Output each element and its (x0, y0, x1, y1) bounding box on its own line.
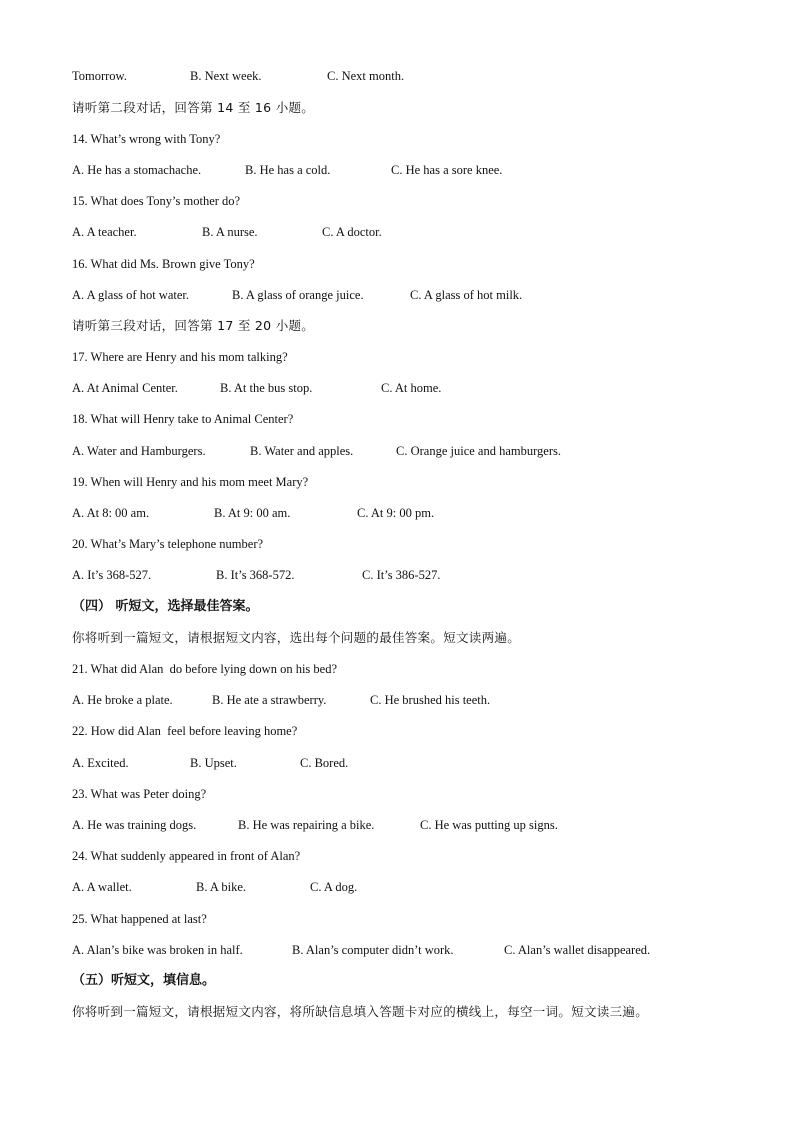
answer-option: B. It’s 368-572. (216, 568, 295, 582)
answer-option: C. He brushed his teeth. (370, 693, 491, 707)
answer-option: A. Alan’s bike was broken in half. (72, 943, 243, 957)
question-text: 23. What was Peter doing? (72, 787, 207, 801)
section-heading: （四） 听短文，选择最佳答案。 (72, 599, 259, 614)
answer-option: A. He was training dogs. (72, 818, 197, 832)
answer-option: B. He has a cold. (245, 163, 331, 177)
answer-option: A. At Animal Center. (72, 381, 178, 395)
section-instruction: 请听第三段对话，回答第 17 至 20 小题。 (72, 318, 315, 333)
answer-option: A. He broke a plate. (72, 693, 173, 707)
answer-option: A. Excited. (72, 756, 129, 770)
answer-option: C. Next month. (327, 69, 405, 83)
answer-option: C. Alan’s wallet disappeared. (504, 943, 651, 957)
section-heading: （五）听短文，填信息。 (72, 973, 216, 988)
answer-option: C. A doctor. (322, 225, 382, 239)
answer-option: B. A nurse. (202, 225, 258, 239)
answer-option: B. A glass of orange juice. (232, 288, 364, 302)
answer-option: C. Orange juice and hamburgers. (396, 444, 561, 458)
answer-option: C. At 9: 00 pm. (357, 506, 435, 520)
answer-option: A. At 8: 00 am. (72, 506, 150, 520)
answer-option: A. A wallet. (72, 880, 132, 894)
answer-option: C. He has a sore knee. (391, 163, 503, 177)
answer-option: C. At home. (381, 381, 442, 395)
answer-option: B. Next week. (190, 69, 262, 83)
answer-option: A. Water and Hamburgers. (72, 444, 206, 458)
section-instruction: 你将听到一篇短文，请根据短文内容，选出每个问题的最佳答案。短文读两遍。 (72, 630, 521, 645)
question-text: 19. When will Henry and his mom meet Mary? (72, 475, 309, 489)
answer-option: B. Upset. (190, 756, 237, 770)
answer-option: C. It’s 386-527. (362, 568, 441, 582)
question-text: 15. What does Tony’s mother do? (72, 194, 241, 208)
answer-option: B. At 9: 00 am. (214, 506, 291, 520)
answer-option: A. It’s 368-527. (72, 568, 152, 582)
answer-option: C. A dog. (310, 880, 358, 894)
answer-option: C. A glass of hot milk. (410, 288, 523, 302)
answer-option: B. A bike. (196, 880, 247, 894)
answer-option: C. Bored. (300, 756, 349, 770)
question-text: 24. What suddenly appeared in front of Alan? (72, 849, 301, 863)
question-text: 16. What did Ms. Brown give Tony? (72, 257, 255, 271)
question-text: 20. What’s Mary’s telephone number? (72, 537, 264, 551)
answer-option: A. He has a stomachache. (72, 163, 202, 177)
answer-option: B. At the bus stop. (220, 381, 313, 395)
question-text: 18. What will Henry take to Animal Center? (72, 412, 294, 426)
question-text: 17. Where are Henry and his mom talking? (72, 350, 288, 364)
answer-option: B. Water and apples. (250, 444, 354, 458)
question-text: 25. What happened at last? (72, 912, 207, 926)
answer-option: B. Alan’s computer didn’t work. (292, 943, 454, 957)
section-instruction: 你将听到一篇短文，请根据短文内容，将所缺信息填入答题卡对应的横线上，每空一词。短文读三遍。 (72, 1004, 649, 1019)
answer-option: B. He was repairing a bike. (238, 818, 375, 832)
answer-option: Tomorrow. (72, 69, 127, 83)
question-text: 14. What’s wrong with Tony? (72, 132, 221, 146)
answer-option: A. A glass of hot water. (72, 288, 190, 302)
question-text: 21. What did Alan do before lying down on his bed? (72, 662, 338, 676)
section-instruction: 请听第二段对话，回答第 14 至 16 小题。 (72, 100, 315, 115)
question-text: 22. How did Alan feel before leaving home? (72, 724, 298, 738)
answer-option: A. A teacher. (72, 225, 137, 239)
answer-option: C. He was putting up signs. (420, 818, 558, 832)
answer-option: B. He ate a strawberry. (212, 693, 327, 707)
